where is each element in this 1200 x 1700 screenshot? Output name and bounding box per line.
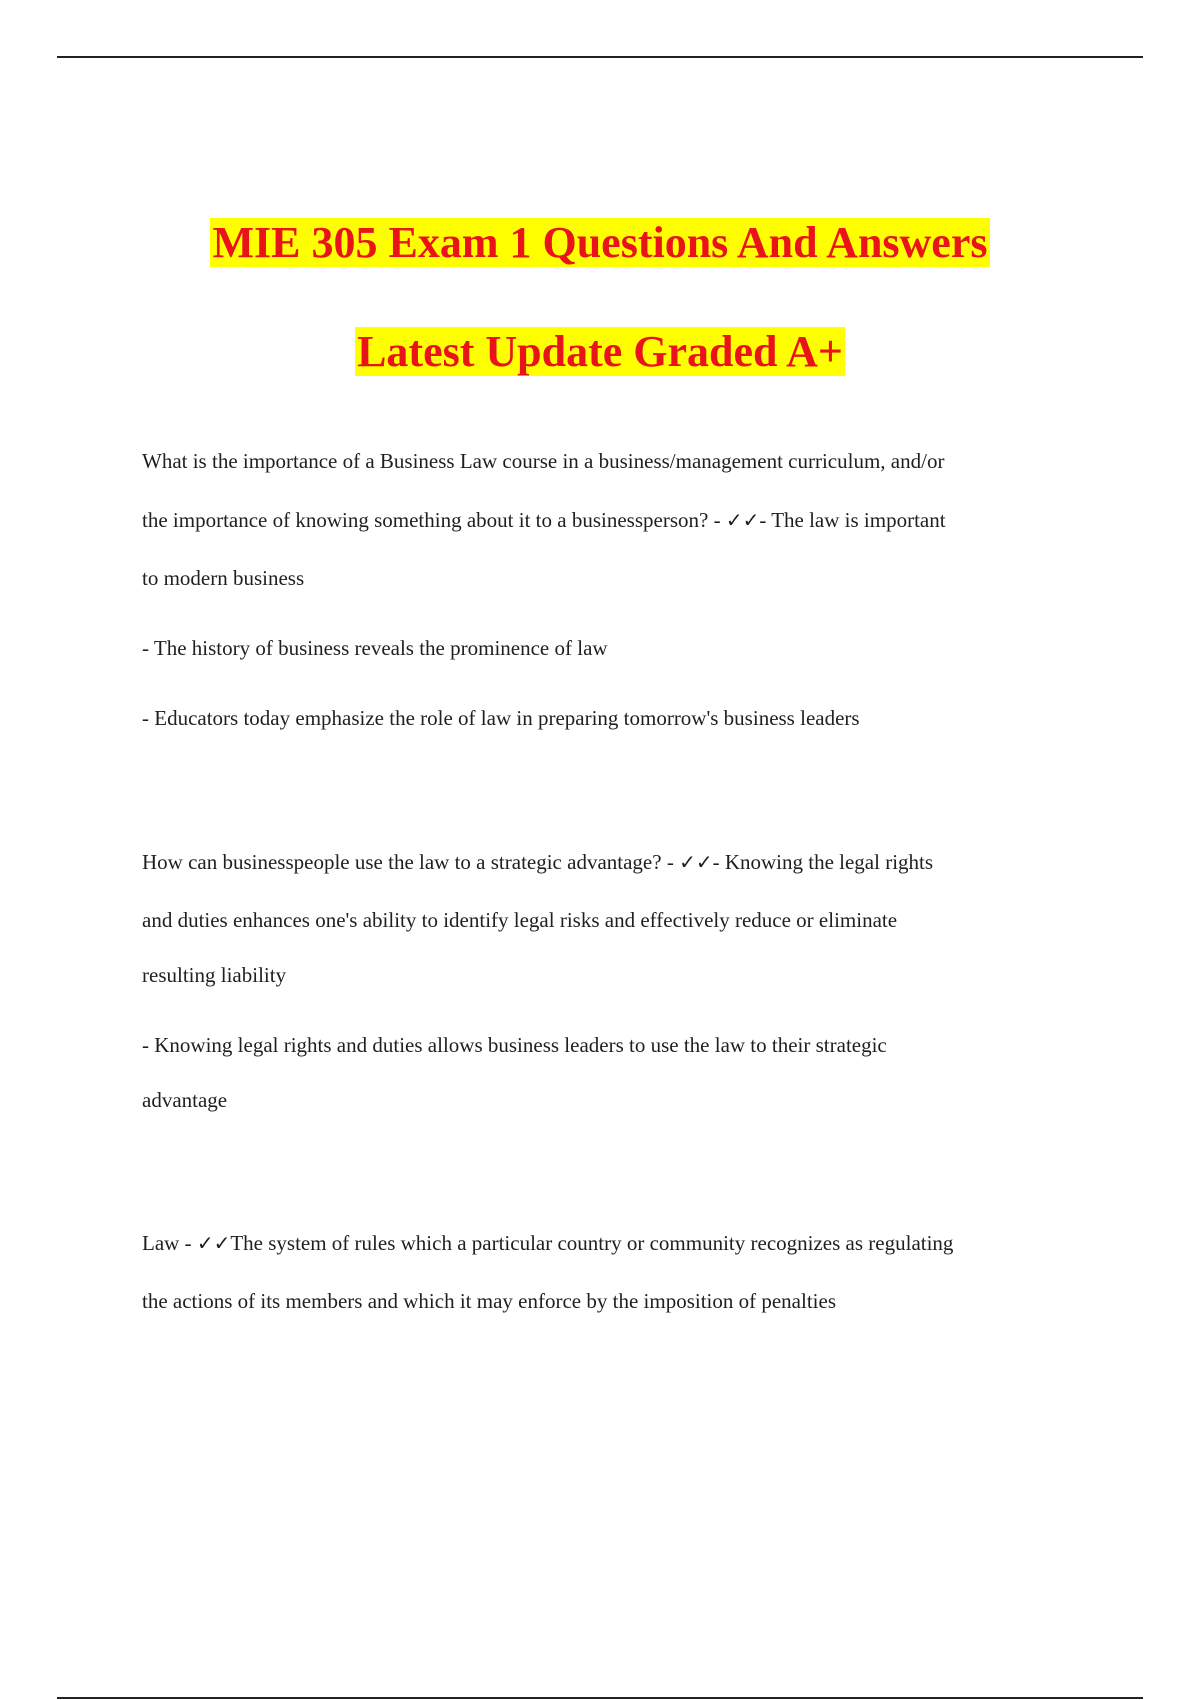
q1-line-1: What is the importance of a Business Law course in a business/management curriculum, and/or bbox=[142, 449, 945, 473]
q1-line-4: - The history of business reveals the prominence of law bbox=[142, 636, 608, 660]
q2-line-5: advantage bbox=[142, 1088, 228, 1112]
check-mark-icon: ✓✓ bbox=[196, 1231, 231, 1255]
q3-line-2: the actions of its members and which it may enforce by the imposition of penalties bbox=[142, 1289, 836, 1313]
q2-line-4: - Knowing legal rights and duties allows business leaders to use the law to their strategic bbox=[142, 1033, 887, 1057]
q1-line-3: to modern business bbox=[142, 566, 305, 590]
q2-line-1: How can businesspeople use the law to a strategic advantage? - ✓✓- Knowing the legal rights bbox=[142, 850, 934, 874]
q1-line-2: the importance of knowing something about it to a businessperson? - ✓✓- The law is important bbox=[142, 508, 946, 532]
q2-line-2: and duties enhances one's ability to identify legal risks and effectively reduce or eliminate bbox=[142, 908, 898, 932]
title-text-1: MIE 305 Exam 1 Questions And Answers bbox=[212, 218, 988, 267]
check-mark-icon: ✓✓ bbox=[679, 850, 713, 874]
title-text-2: Latest Update Graded A+ bbox=[357, 327, 843, 376]
top-rule bbox=[57, 56, 1143, 58]
document-title-line-2 bbox=[0, 324, 1200, 380]
document-title-line-1 bbox=[0, 215, 1200, 271]
check-mark-icon: ✓✓ bbox=[725, 508, 760, 532]
q2-line-3: resulting liability bbox=[142, 963, 287, 987]
q1-line-5: - Educators today emphasize the role of law in preparing tomorrow's business leaders bbox=[142, 706, 860, 730]
bottom-rule bbox=[57, 1697, 1143, 1699]
q3-line-1: Law - ✓✓The system of rules which a particular country or community recognizes as regulating bbox=[142, 1231, 954, 1255]
